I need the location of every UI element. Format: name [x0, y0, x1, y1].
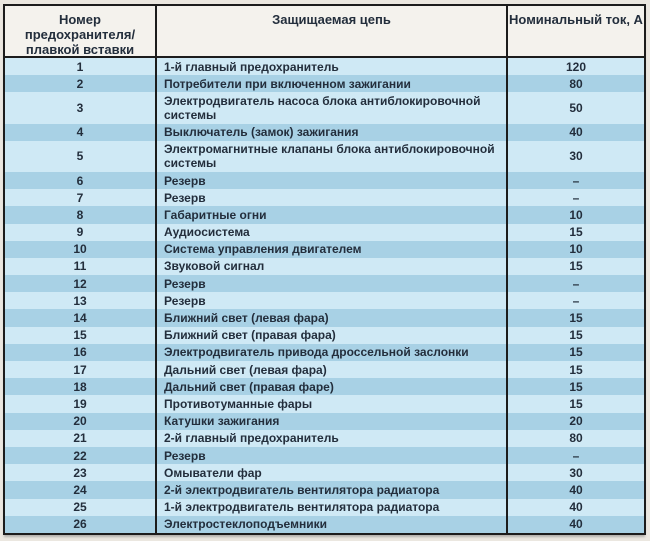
current-value-cell: 40 [569, 517, 583, 532]
current-value-cell: 120 [565, 59, 587, 74]
circuit-name-cell: Резерв [157, 172, 508, 189]
header-fuse-number-line1: Номер [59, 12, 101, 27]
fuse-number-cell: 24 [5, 481, 157, 498]
circuit-name-cell: Резерв [157, 189, 508, 206]
fuse-number-cell: 11 [5, 258, 157, 275]
header-fuse-number-line3: плавкой вставки [25, 42, 135, 57]
header-fuse-number-line2: предохранителя/ [24, 27, 136, 42]
table-row [5, 378, 644, 395]
table-row [5, 224, 644, 241]
circuit-name-cell: Катушки зажигания [157, 413, 508, 430]
current-value-cell: – [572, 276, 580, 291]
current-value-cell: 30 [569, 149, 583, 164]
table-row [5, 516, 644, 533]
circuit-name-cell: Система управления двигателем [157, 241, 508, 258]
table-row [5, 292, 644, 309]
table-row [5, 499, 644, 516]
fuse-number-cell: 5 [5, 141, 157, 172]
fuse-number-cell: 20 [5, 413, 157, 430]
current-value-cell: 10 [569, 242, 583, 257]
current-value-cell: 15 [569, 259, 583, 274]
current-value-cell: 15 [569, 379, 583, 394]
current-value-cell: – [572, 173, 580, 188]
table-row [5, 447, 644, 464]
circuit-name-cell: Электромагнитные клапаны блока антиблокировочной системы [157, 141, 508, 172]
fuse-table [3, 4, 646, 535]
fuse-number-cell: 13 [5, 292, 157, 309]
current-value-cell: 80 [569, 76, 583, 91]
header-nominal-current [508, 6, 644, 56]
circuit-name-cell: Электродвигатель насоса блока антиблокировочной системы [157, 92, 508, 123]
table-row [5, 395, 644, 412]
current-value-cell: – [572, 293, 580, 308]
table-row [5, 361, 644, 378]
table-row [5, 430, 644, 447]
circuit-name-cell: 1-й главный предохранитель [157, 58, 508, 75]
fuse-number-cell: 3 [5, 92, 157, 123]
table-row [5, 258, 644, 275]
circuit-name-cell: Выключатель (замок) зажигания [157, 124, 508, 141]
table-row [5, 92, 644, 123]
fuse-number-cell: 19 [5, 395, 157, 412]
table-row [5, 275, 644, 292]
current-value-cell: 15 [569, 225, 583, 240]
circuit-name-cell: Потребители при включенном зажигании [157, 75, 508, 92]
fuse-number-cell: 12 [5, 275, 157, 292]
current-value-cell: 50 [569, 100, 583, 115]
fuse-number-cell: 6 [5, 172, 157, 189]
table-row [5, 124, 644, 141]
fuse-number-cell: 2 [5, 75, 157, 92]
circuit-name-cell: Дальний свет (левая фара) [157, 361, 508, 378]
fuse-number-cell: 21 [5, 430, 157, 447]
circuit-name-cell: Резерв [157, 292, 508, 309]
table-row [5, 75, 644, 92]
current-value-cell: 40 [569, 482, 583, 497]
table-row [5, 413, 644, 430]
current-value-cell: 15 [569, 396, 583, 411]
fuse-number-cell: 9 [5, 224, 157, 241]
fuse-number-cell: 4 [5, 124, 157, 141]
fuse-number-cell: 25 [5, 499, 157, 516]
circuit-name-cell: Резерв [157, 447, 508, 464]
fuse-number-cell: 26 [5, 516, 157, 533]
table-header [5, 6, 644, 58]
circuit-name-cell: Ближний свет (левая фара) [157, 309, 508, 326]
current-value-cell: 15 [569, 362, 583, 377]
header-protected-circuit [157, 6, 508, 56]
circuit-name-cell: Резерв [157, 275, 508, 292]
circuit-name-cell: 2-й главный предохранитель [157, 430, 508, 447]
table-row [5, 327, 644, 344]
current-value-cell: 15 [569, 328, 583, 343]
circuit-name-cell: 1-й электродвигатель вентилятора радиатора [157, 499, 508, 516]
circuit-name-cell: Аудиосистема [157, 224, 508, 241]
table-row [5, 464, 644, 481]
current-value-cell: 40 [569, 500, 583, 515]
table-row [5, 58, 644, 75]
circuit-name-cell: Противотуманные фары [157, 395, 508, 412]
current-value-cell: 15 [569, 345, 583, 360]
circuit-name-cell: Звуковой сигнал [157, 258, 508, 275]
fuse-number-cell: 14 [5, 309, 157, 326]
fuse-number-cell: 1 [5, 58, 157, 75]
table-row [5, 189, 644, 206]
table-row [5, 344, 644, 361]
current-value-cell: – [572, 190, 580, 205]
fuse-number-cell: 7 [5, 189, 157, 206]
current-value-cell: 40 [569, 125, 583, 140]
fuse-number-cell: 8 [5, 206, 157, 223]
header-fuse-number [5, 6, 157, 56]
table-row [5, 241, 644, 258]
fuse-number-cell: 17 [5, 361, 157, 378]
table-row [5, 206, 644, 223]
table-row [5, 172, 644, 189]
table-row [5, 481, 644, 498]
fuse-number-cell: 18 [5, 378, 157, 395]
circuit-name-cell: Электростеклоподъемники [157, 516, 508, 533]
circuit-name-cell: Ближний свет (правая фара) [157, 327, 508, 344]
header-protected-circuit-label: Защищаемая цепь [272, 12, 391, 27]
fuse-number-cell: 22 [5, 447, 157, 464]
circuit-name-cell: Дальний свет (правая фаре) [157, 378, 508, 395]
fuse-number-cell: 15 [5, 327, 157, 344]
table-body [5, 58, 644, 533]
fuse-number-cell: 16 [5, 344, 157, 361]
fuse-number-cell: 23 [5, 464, 157, 481]
table-row [5, 309, 644, 326]
circuit-name-cell: 2-й электродвигатель вентилятора радиатора [157, 481, 508, 498]
current-value-cell: 20 [569, 414, 583, 429]
circuit-name-cell: Электродвигатель привода дроссельной заслонки [157, 344, 508, 361]
current-value-cell: 80 [569, 431, 583, 446]
current-value-cell: 15 [569, 311, 583, 326]
current-value-cell: 30 [569, 465, 583, 480]
fuse-number-cell: 10 [5, 241, 157, 258]
current-value-cell: 10 [569, 207, 583, 222]
table-row [5, 141, 644, 172]
circuit-name-cell: Габаритные огни [157, 206, 508, 223]
circuit-name-cell: Омыватели фар [157, 464, 508, 481]
current-value-cell: – [572, 448, 580, 463]
header-nominal-current-label: Номинальный ток, А [509, 12, 643, 27]
